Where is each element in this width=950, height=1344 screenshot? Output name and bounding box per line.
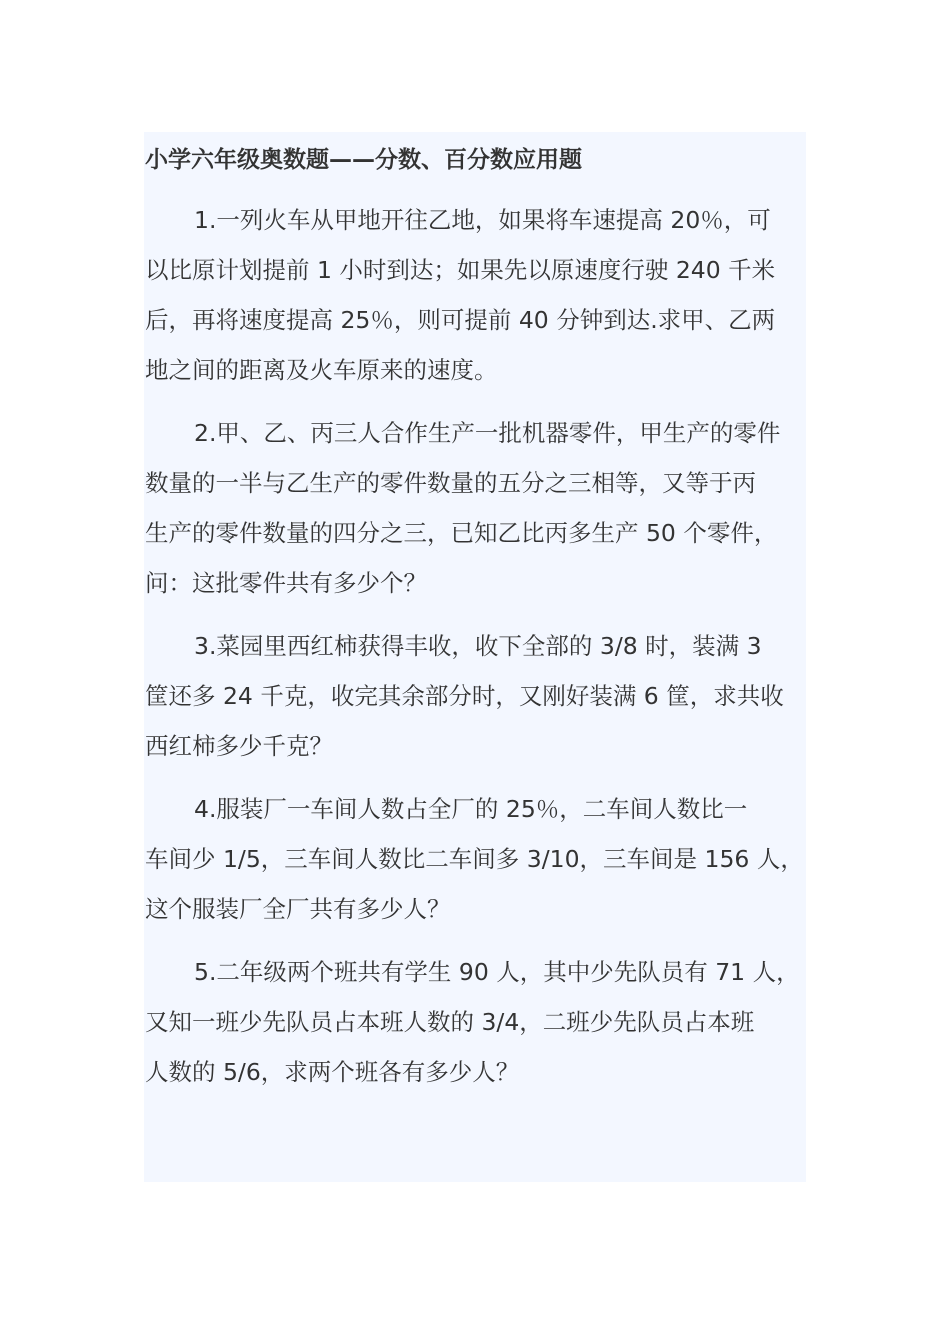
problem-line: 2.甲、乙、丙三人合作生产一批机器零件，甲生产的零件 (194, 419, 781, 447)
problem-line: 这个服装厂全厂共有多少人？ (145, 895, 451, 923)
problem-line: 4.服装厂一车间人数占全厂的 25％，二车间人数比一 (194, 795, 748, 823)
problem-5 (145, 947, 827, 1097)
problem-line: 人数的 5/6，求两个班各有多少人？ (145, 1058, 520, 1086)
document-title: 小学六年级奥数题——分数、百分数应用题 (145, 147, 582, 173)
problem-line: 西红柿多少千克？ (145, 732, 333, 760)
problem-2 (145, 408, 827, 608)
problem-line: 以比原计划提前 1 小时到达；如果先以原速度行驶 240 千米 (145, 256, 776, 284)
problem-line: 数量的一半与乙生产的零件数量的五分之三相等，又等于丙 (145, 469, 756, 497)
problem-line: 筐还多 24 千克，收完其余部分时，又刚好装满 6 筐，求共收 (145, 682, 784, 710)
problem-line: 3.菜园里西红柿获得丰收，收下全部的 3/8 时，装满 3 (194, 632, 762, 660)
problem-4 (145, 784, 827, 934)
problem-1 (145, 195, 827, 395)
document-body (145, 138, 827, 1097)
problem-line: 5.二年级两个班共有学生 90 人，其中少先队员有 71 人， (194, 958, 800, 986)
problem-line: 车间少 1/5，三车间人数比二车间多 3/10，三车间是 156 人， (145, 845, 804, 873)
problem-line: 又知一班少先队员占本班人数的 3/4，二班少先队员占本班 (145, 1008, 755, 1036)
problem-3 (145, 621, 827, 771)
problem-line: 地之间的距离及火车原来的速度。 (145, 356, 498, 384)
problem-line: 问：这批零件共有多少个？ (145, 569, 427, 597)
problem-line: 生产的零件数量的四分之三，已知乙比丙多生产 50 个零件， (145, 519, 778, 547)
problem-line: 后，再将速度提高 25％，则可提前 40 分钟到达.求甲、乙两 (145, 306, 776, 334)
problem-line: 1.一列火车从甲地开往乙地，如果将车速提高 20％，可 (194, 206, 771, 234)
